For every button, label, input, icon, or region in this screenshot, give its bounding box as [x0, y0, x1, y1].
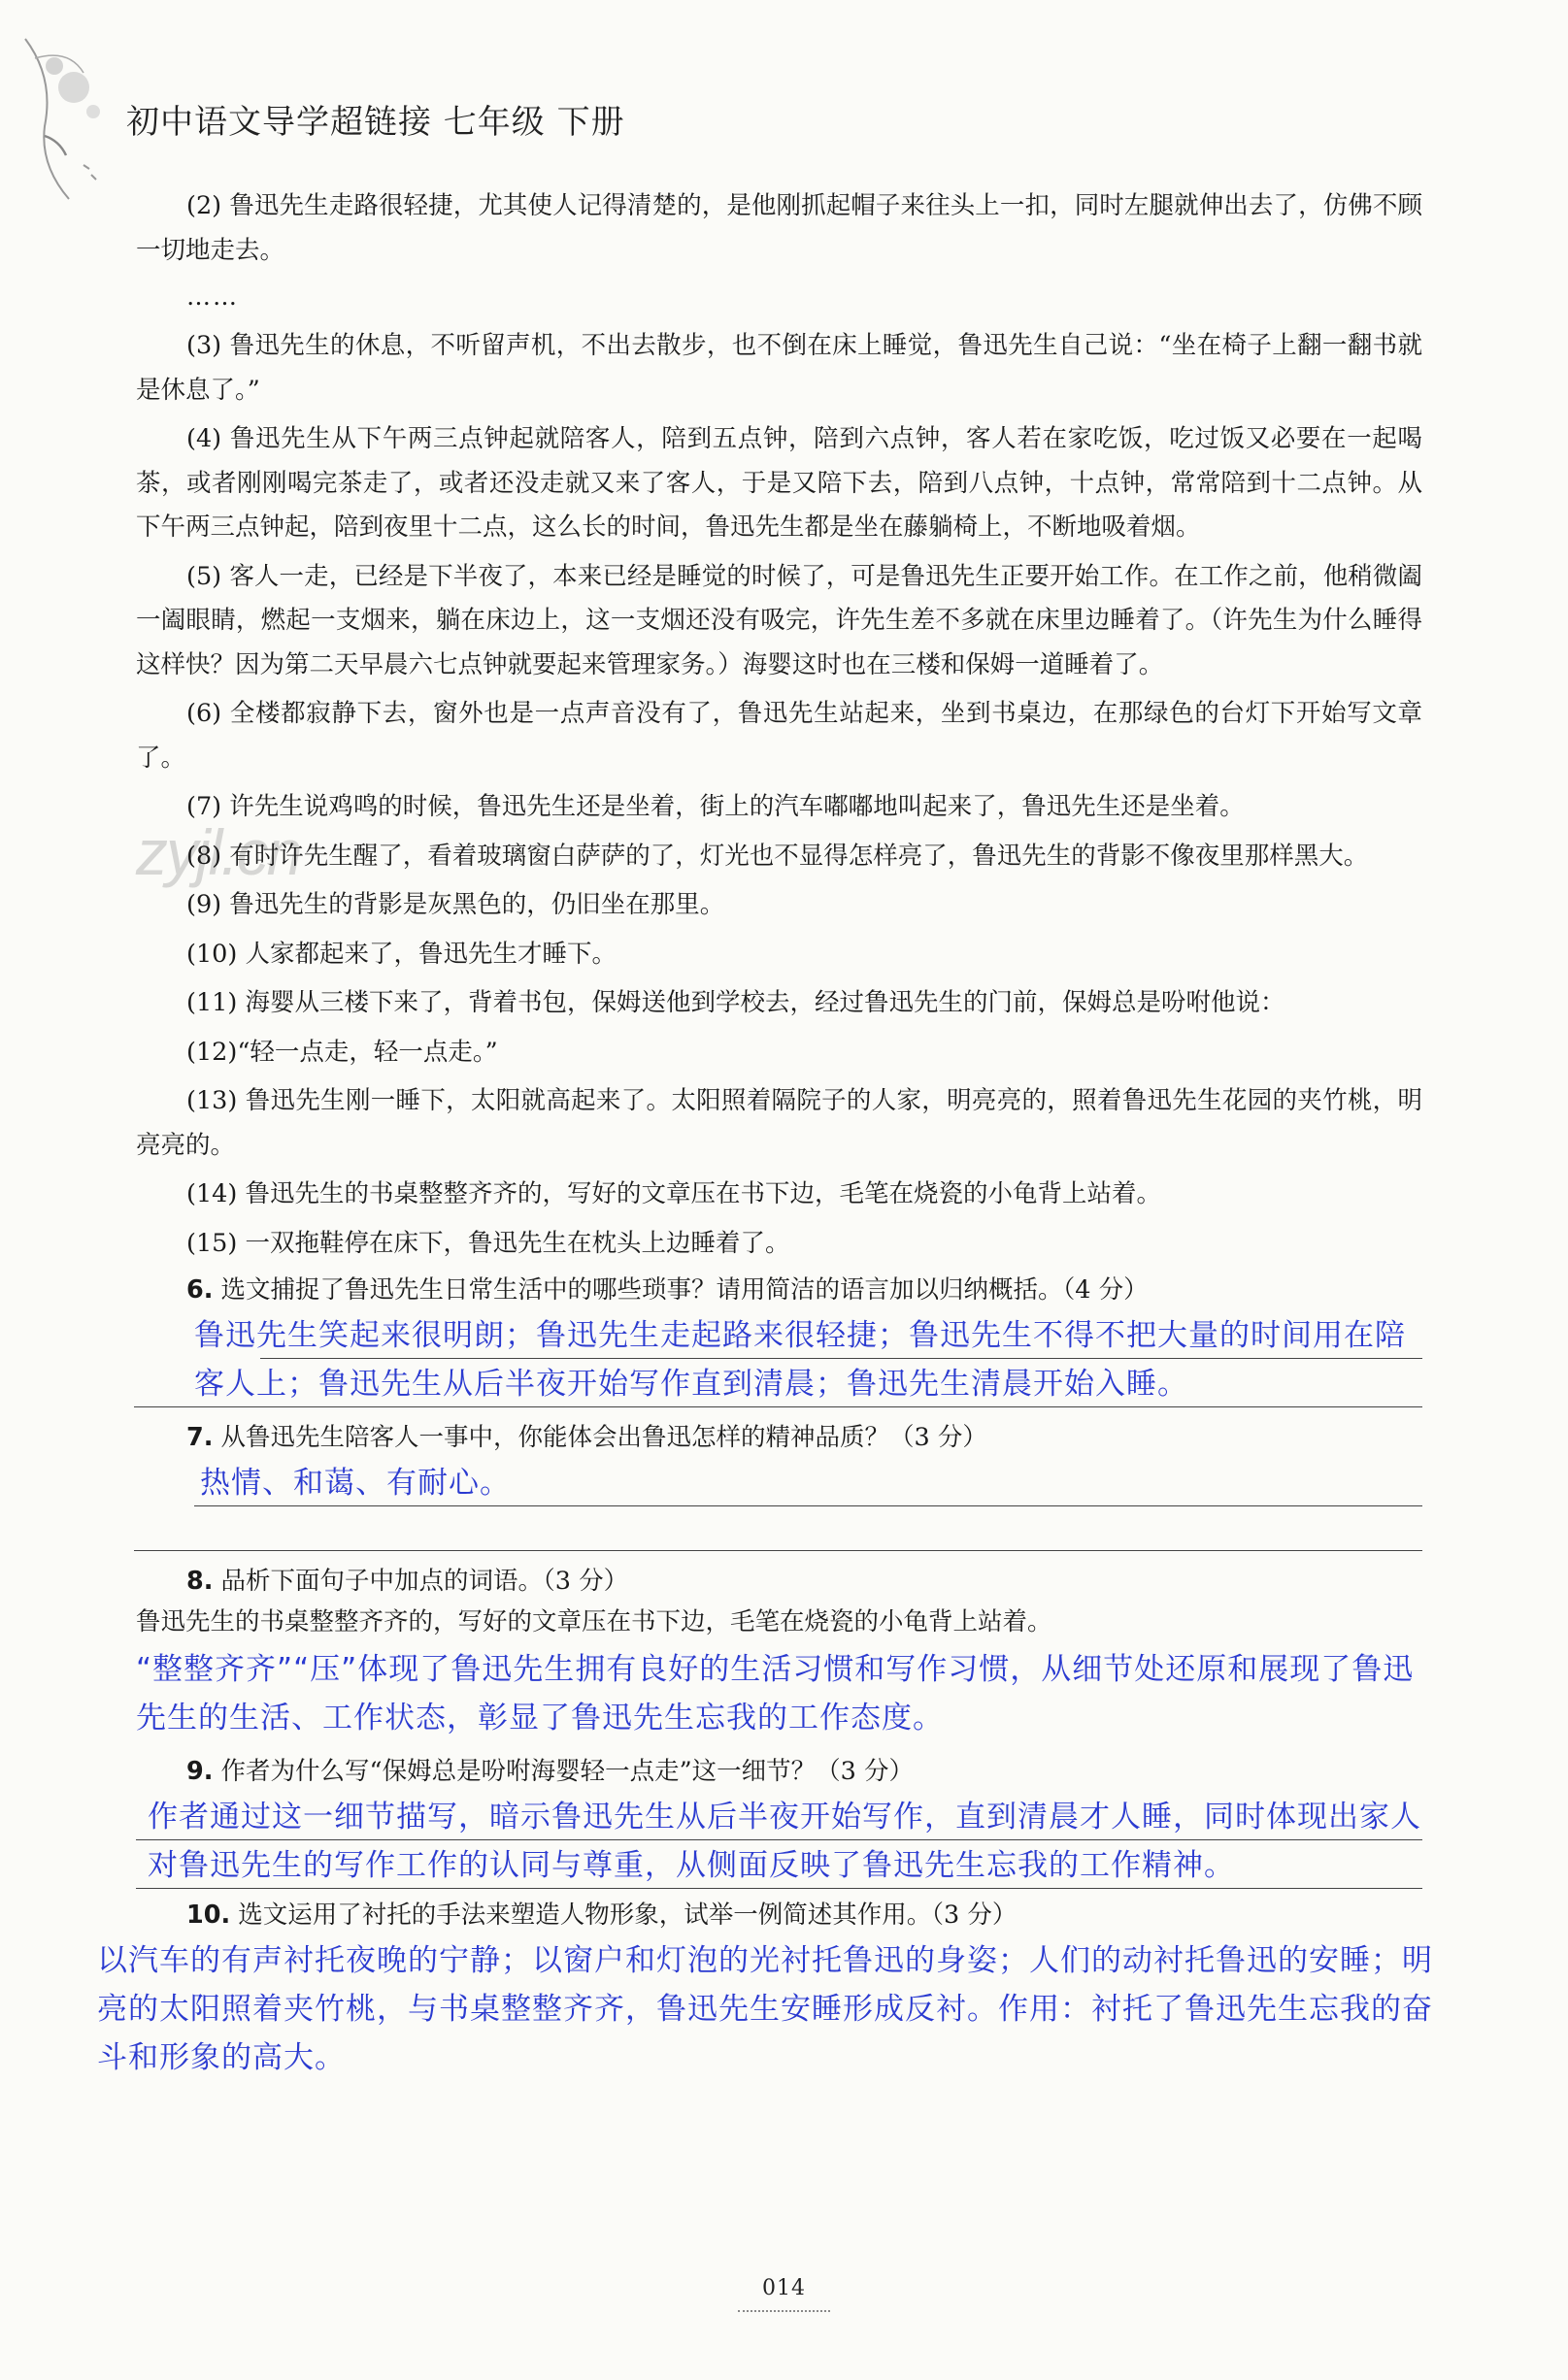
question-text: 作者为什么写“保姆总是吩咐海婴轻一点走”这一细节？（3 分） — [220, 1757, 914, 1786]
handwritten-answer-10: 以汽车的有声衬托夜晚的宁静；以窗户和灯泡的光衬托鲁迅的身姿；人们的动衬托鲁迅的安睡；明亮的太阳照着夹竹桃，与书桌整整齐齐，鲁迅先生安睡形成反衬。作用：衬托了鲁迅先生忘我的奋斗和形象的高大。 — [97, 1943, 1433, 2075]
passage-paragraph-12: (12)“轻一点走，轻一点走。” — [186, 1037, 498, 1067]
passage-paragraph-14: (14) 鲁迅先生的书桌整整齐齐的，写好的文章压在书下边，毛笔在烧瓷的小龟背上站着。 — [186, 1179, 1161, 1208]
analysis-sentence: 鲁迅先生的书桌整整齐齐的，写好的文章压在书下边，毛笔在烧瓷的小龟背上站着。 — [136, 1607, 1052, 1636]
ink-flower-decoration-icon — [16, 19, 122, 204]
answer-area-8[interactable] — [136, 1645, 1422, 1742]
question-text: 品析下面句子中加点的词语。（3 分） — [220, 1567, 629, 1596]
passage-paragraph-5: (5) 客人一走，已经是下半夜了，本来已经是睡觉的时候了，可是鲁迅先生正要开始工作。在工作之前，他稍微阖一阖眼睛，燃起一支烟来，躺在床边上，这一支烟还没有吸完，许先生差不多就在床里边睡着了。（许先生为什么睡得这样快？因为第二天早晨六七点钟就要起来管理家务。）海婴这时也在三楼和保姆一道睡着了。 — [136, 561, 1422, 679]
question-10 — [136, 1896, 1422, 1934]
passage-paragraph-2: (2) 鲁迅先生走路很轻捷，尤其使人记得清楚的，是他刚抓起帽子来往头上一扣，同时左腿就伸出去了，仿佛不顾一切地走去。 — [136, 191, 1422, 265]
answer-area-6[interactable] — [134, 1311, 1422, 1408]
handwritten-answer-9: 作者通过这一细节描写，暗示鲁迅先生从后半夜开始写作，直到清晨才人睡，同时体现出家人对鲁迅先生的写作工作的认同与尊重，从侧面反映了鲁迅先生忘我的工作精神。 — [148, 1800, 1421, 1883]
passage-paragraph-8: (8) 有时许先生醒了，看着玻璃窗白萨萨的了，灯光也不显得怎样亮了，鲁迅先生的背影不像夜里那样黑大。 — [186, 841, 1369, 871]
page-number: 014 — [762, 2276, 806, 2300]
passage-paragraph-13: (13) 鲁迅先生刚一睡下，太阳就高起来了。太阳照着隔院子的人家，明亮亮的，照着鲁迅先生花园的夹竹桃，明亮亮的。 — [136, 1086, 1422, 1160]
passage-ellipsis: …… — [186, 282, 239, 311]
question-9 — [136, 1752, 1422, 1791]
handwritten-answer-6: 鲁迅先生笑起来很明朗；鲁迅先生走起路来很轻捷；鲁迅先生不得不把大量的时间用在陪客人上；鲁迅先生从后半夜开始写作直到清晨；鲁迅先生清晨开始入睡。 — [194, 1318, 1406, 1402]
passage-paragraph-3: (3) 鲁迅先生的休息，不听留声机，不出去散步，也不倒在床上睡觉，鲁迅先生自己说：“坐在椅子上翻一翻书就是休息了。” — [136, 331, 1422, 405]
passage-paragraph-15: (15) 一双拖鞋停在床下，鲁迅先生在枕头上边睡着了。 — [186, 1228, 790, 1258]
passage-paragraph-7: (7) 许先生说鸡鸣的时候，鲁迅先生还是坐着，街上的汽车嘟嘟地叫起来了，鲁迅先生还是坐着。 — [186, 792, 1245, 821]
passage-paragraph-4: (4) 鲁迅先生从下午两三点钟起就陪客人，陪到五点钟，陪到六点钟，客人若在家吃饭，吃过饭又必要在一起喝茶，或者刚刚喝完茶走了，或者还没走就又来了客人，于是又陪下去，陪到八点钟，十点钟，常常陪到十二点钟。从下午两三点钟起，陪到夜里十二点，这么长的时间，鲁迅先生都是坐在藤躺椅上，不断地吸着烟。 — [136, 424, 1422, 542]
question-text: 从鲁迅先生陪客人一事中，你能体会出鲁迅怎样的精神品质？（3 分） — [220, 1423, 987, 1452]
passage-paragraph-11: (11) 海婴从三楼下来了，背着书包，保姆送他到学校去，经过鲁迅先生的门前，保姆总是吩咐他说： — [186, 988, 1285, 1017]
question-number: 10. — [186, 1901, 231, 1930]
question-6 — [136, 1271, 1422, 1309]
book-title: 初中语文导学超链接 七年级 下册 — [126, 103, 625, 142]
page-content — [97, 184, 1433, 2092]
question-number: 9. — [186, 1757, 214, 1786]
answer-area-7[interactable] — [134, 1459, 1422, 1552]
question-number: 6. — [186, 1275, 214, 1305]
page-number-underline — [738, 2310, 830, 2312]
question-text: 选文运用了衬托的手法来塑造人物形象，试举一例简述其作用。（3 分） — [238, 1901, 1018, 1930]
answer-area-10[interactable] — [97, 1936, 1451, 2082]
question-7 — [136, 1418, 1422, 1457]
passage-paragraph-9: (9) 鲁迅先生的背影是灰黑色的，仍旧坐在那里。 — [186, 890, 725, 919]
question-number: 7. — [186, 1423, 214, 1452]
question-8 — [136, 1562, 1422, 1601]
question-text: 选文捕捉了鲁迅先生日常生活中的哪些琐事？请用简洁的语言加以归纳概括。（4 分） — [220, 1275, 1149, 1305]
passage-paragraph-6: (6) 全楼都寂静下去，窗外也是一点声音没有了，鲁迅先生站起来，坐到书桌边，在那绿色的台灯下开始写文章了。 — [136, 699, 1422, 773]
handwritten-answer-7: 热情、和蔼、有耐心。 — [200, 1466, 511, 1501]
answer-area-9[interactable] — [136, 1793, 1422, 1890]
passage-paragraph-10: (10) 人家都起来了，鲁迅先生才睡下。 — [186, 939, 617, 969]
handwritten-answer-8: “整整齐齐”“压”体现了鲁迅先生拥有良好的生活习惯和写作习惯，从细节处还原和展现了鲁迅先生的生活、工作状态，彰显了鲁迅先生忘我的工作态度。 — [136, 1652, 1415, 1735]
watermark: zyjl.cn — [136, 816, 301, 888]
question-number: 8. — [186, 1567, 214, 1596]
